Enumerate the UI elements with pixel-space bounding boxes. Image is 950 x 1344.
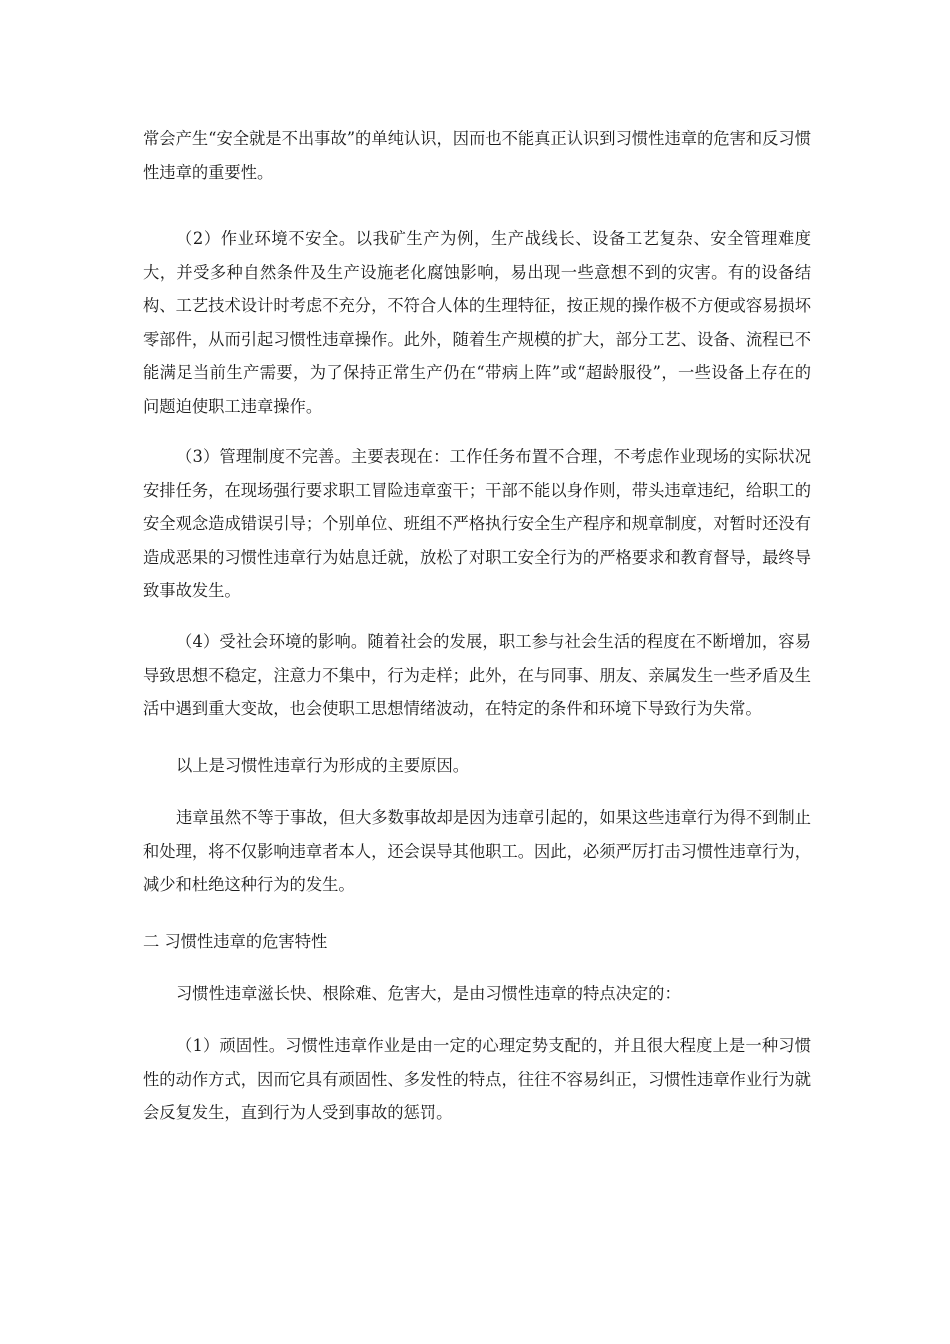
paragraph-continuation: 常会产生“安全就是不出事故”的单纯认识，因而也不能真正认识到习惯性违章的危害和反习惯性违章的重要性。 — [143, 129, 811, 182]
paragraph-summary: 以上是习惯性违章行为形成的主要原因。 — [176, 756, 470, 775]
paragraph-work-environment: （2）作业环境不安全。以我矿生产为例，生产战线长、设备工艺复杂、安全管理难度大，并受多种自然条件及生产设施老化腐蚀影响，易出现一些意想不到的灾害。有的设备结构、工艺技术设计时考虑不充分，不符合人体的生理特征，按正规的操作极不方便或容易损坏零部件，从而引起习惯性违章操作。此外，随着生产规模的扩大，部分工艺、设备、流程已不能满足当前生产需要，为了保持正常生产仍在“带病上阵”或“超龄服役”，一些设备上存在的问题迫使职工违章操作。 — [143, 229, 811, 416]
paragraph-violation-consequence: 违章虽然不等于事故，但大多数事故却是因为违章引起的，如果这些违章行为得不到制止和处理，将不仅影响违章者本人，还会误导其他职工。因此，必须严厉打击习惯性违章行为，减少和杜绝这种行为的发生。 — [143, 808, 811, 894]
section-heading: 二 习惯性违章的危害特性 — [143, 932, 328, 951]
paragraph-stubbornness: （1）顽固性。习惯性违章作业是由一定的心理定势支配的，并且很大程度上是一种习惯性的动作方式，因而它具有顽固性、多发性的特点，往往不容易纠正，习惯性违章作业行为就会反复发生，直到行为人受到事故的惩罚。 — [143, 1036, 811, 1122]
paragraph-social-environment: （4）受社会环境的影响。随着社会的发展，职工参与社会生活的程度在不断增加，容易导致思想不稳定，注意力不集中，行为走样；此外，在与同事、朋友、亲属发生一些矛盾及生活中遇到重大变故，也会使职工思想情绪波动，在特定的条件和环境下导致行为失常。 — [143, 632, 811, 718]
paragraph-management-system: （3）管理制度不完善。主要表现在：工作任务布置不合理，不考虑作业现场的实际状况安排任务，在现场强行要求职工冒险违章蛮干；干部不能以身作则，带头违章违纪，给职工的安全观念造成错误引导；个别单位、班组不严格执行安全生产程序和规章制度，对暂时还没有造成恶果的习惯性违章行为姑息迁就，放松了对职工安全行为的严格要求和教育督导，最终导致事故发生。 — [143, 447, 811, 600]
paragraph-hazard-intro: 习惯性违章滋长快、根除难、危害大，是由习惯性违章的特点决定的： — [176, 984, 681, 1003]
